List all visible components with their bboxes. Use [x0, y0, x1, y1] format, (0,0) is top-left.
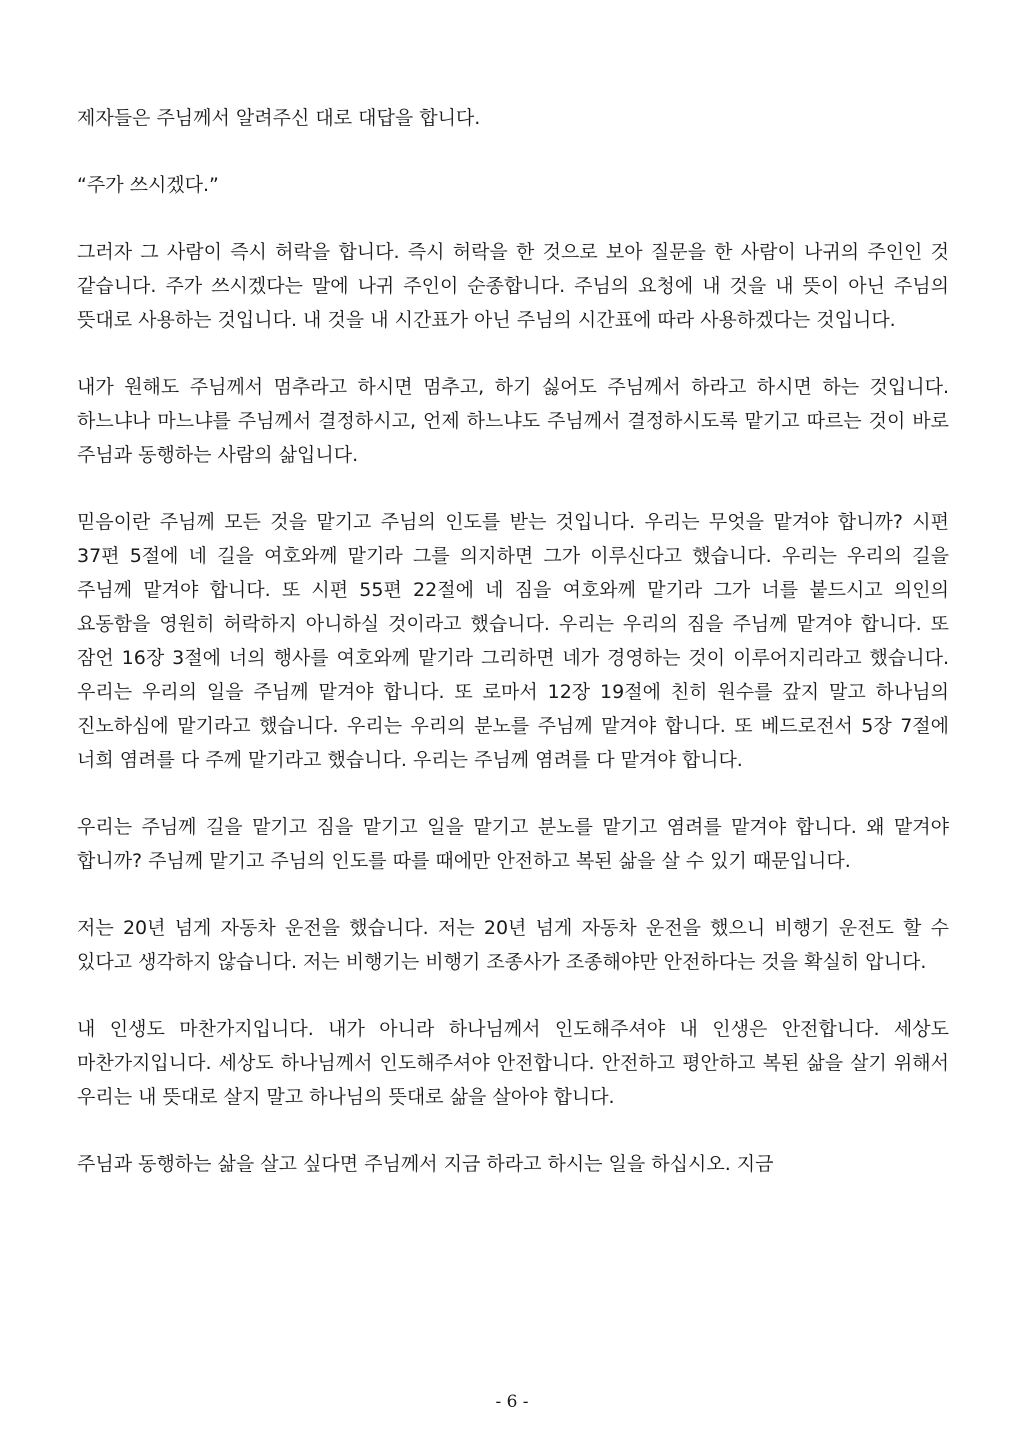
paragraph-4: 내가 원해도 주님께서 멈추라고 하시면 멈추고, 하기 싫어도 주님께서 하라고 하시면 하는 것입니다. 하느냐나 마느냐를 주님께서 결정하시고, 언제 하느냐도 주님께서 결정하시도록 맡기고 따르는 것이 바로 주님과 동행하는 사람의 삶입니다. [77, 376, 949, 466]
paragraph-7: 저는 20년 넘게 자동차 운전을 했습니다. 저는 20년 넘게 자동차 운전을 했으니 비행기 운전도 할 수 있다고 생각하지 않습니다. 저는 비행기는 비행기 조종사가 조종해야만 안전하다는 것을 확실히 압니다. [77, 917, 949, 973]
paragraph-9: 주님과 동행하는 삶을 살고 싶다면 주님께서 지금 하라고 하시는 일을 하십시오. 지금 [77, 1153, 774, 1175]
paragraph-6: 우리는 주님께 길을 맡기고 짐을 맡기고 일을 맡기고 분노를 맡기고 염려를 맡겨야 합니다. 왜 맡겨야 합니까? 주님께 맡기고 주님의 인도를 따를 때에만 안전하고 복된 삶을 살 수 있기 때문입니다. [77, 816, 949, 872]
page-number: - 6 - [495, 1392, 529, 1412]
body-text [77, 101, 949, 1181]
paragraph-1: 제자들은 주님께서 알려주신 대로 대답을 합니다. [77, 107, 481, 129]
paragraph-2: “주가 쓰시겠다.” [77, 174, 219, 196]
paragraph-8: 내 인생도 마찬가지입니다. 내가 아니라 하나님께서 인도해주셔야 내 인생은 안전합니다. 세상도 마찬가지입니다. 세상도 하나님께서 인도해주셔야 안전합니다. 안전하고 평안하고 복된 삶을 살기 위해서 우리는 내 뜻대로 살지 말고 하나님의 뜻대로 삶을 살아야 합니다. [77, 1018, 949, 1108]
paragraph-5: 믿음이란 주님께 모든 것을 맡기고 주님의 인도를 받는 것입니다. 우리는 무엇을 맡겨야 합니까? 시편 37편 5절에 네 길을 여호와께 맡기라 그를 의지하면 그가 이루신다고 했습니다. 우리는 우리의 길을 주님께 맡겨야 합니다. 또 시편 55편 22절에 네 짐을 여호와께 맡기라 그가 너를 붙드시고 의인의 요동함을 영원히 허락하지 아니하실 것이라고 했습니다. 우리는 우리의 짐을 주님께 맡겨야 합니다. 또 잠언 16장 3절에 너의 행사를 여호와께 맡기라 그리하면 네가 경영하는 것이 이루어지리라고 했습니다. 우리는 우리의 일을 주님께 맡겨야 합니다. 또 로마서 12장 19절에 친히 원수를 갚지 말고 하나님의 진노하심에 맡기라고 했습니다. 우리는 우리의 분노를 주님께 맡겨야 합니다. 또 베드로전서 5장 7절에 너희 염려를 다 주께 맡기라고 했습니다. 우리는 주님께 염려를 다 맡겨야 합니다. [77, 511, 949, 771]
paragraph-3: 그러자 그 사람이 즉시 허락을 합니다. 즉시 허락을 한 것으로 보아 질문을 한 사람이 나귀의 주인인 것 같습니다. 주가 쓰시겠다는 말에 나귀 주인이 순종합니다. 주님의 요청에 내 것을 내 뜻이 아닌 주님의 뜻대로 사용하는 것입니다. 내 것을 내 시간표가 아닌 주님의 시간표에 따라 사용하겠다는 것입니다. [77, 241, 949, 331]
